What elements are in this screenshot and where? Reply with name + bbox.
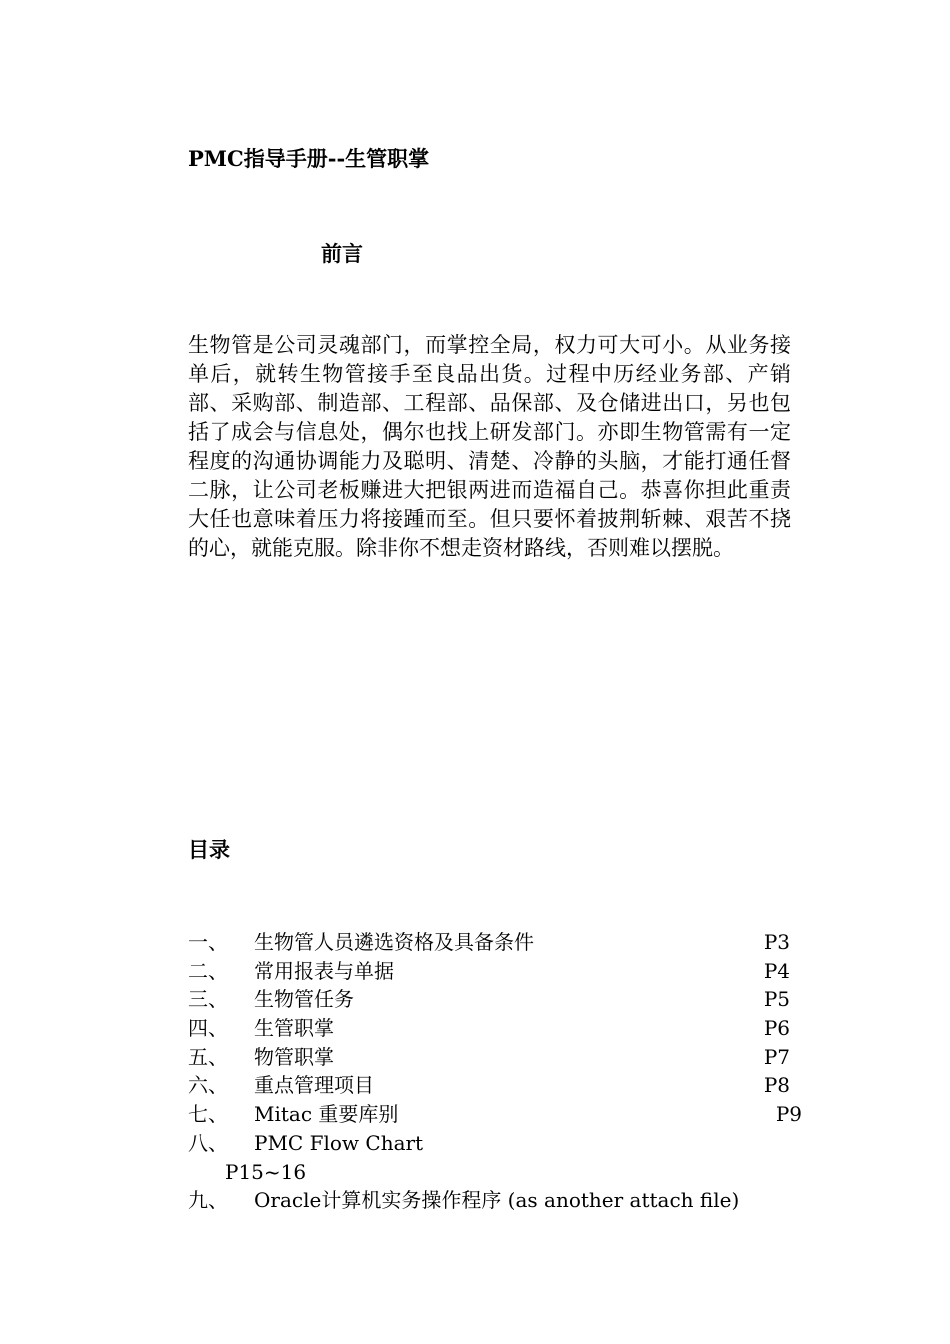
toc-entry-title: 物管职掌 [254,1044,334,1069]
toc-entry-page: P6 [763,1016,790,1041]
toc-entry [188,928,808,957]
toc-heading: 目录 [188,837,230,862]
toc-entry-page: P3 [763,930,790,954]
toc-entry [188,985,808,1014]
toc-entry-title: 生物管任务 [254,987,354,1012]
toc-entry-number: 九、 [188,1188,228,1213]
toc-entry-number: 七、 [188,1102,228,1127]
toc-entry-page: P15~16 [225,1159,307,1184]
toc-entry-number: 四、 [188,1016,228,1041]
toc-entry-title: Mitac 重要库别 [254,1102,399,1127]
toc-entry-title: Oracle计算机实务操作程序 (as another attach file) [254,1188,740,1213]
toc-entry [188,1100,808,1129]
preface-heading: 前言 [321,241,363,266]
toc-entry-page: P5 [763,987,790,1012]
toc-entry-page: P4 [763,958,790,983]
toc-entry-number: 二、 [188,958,228,983]
toc-entry-number: 一、 [188,930,228,954]
toc-entry-title: 生管职掌 [254,1016,334,1041]
toc-entry-title: 重点管理项目 [254,1073,374,1098]
toc-entry-page: P8 [763,1073,790,1098]
toc-entry [188,1186,808,1215]
toc-entry-number: 八、 [188,1130,228,1155]
document-title: PMC指导手册--生管职掌 [188,146,430,171]
toc-entry-number: 三、 [188,987,228,1012]
preface-paragraph: 生物管是公司灵魂部门，而掌控全局，权力可大可小。从业务接单后，就转生物管接手至良品出货。过程中历经业务部、产销部、采购部、制造部、工程部、品保部、及仓储进出口，另也包括了成会与信息处，偶尔也找上研发部门。亦即生物管需有一定程度的沟通协调能力及聪明、清楚、冷静的头脑，才能打通任督二脉，让公司老板赚进大把银两进而造福自己。恭喜你担此重责大任也意味着压力将接踵而至。但只要怀着披荆斩棘、艰苦不挠的心，就能克服。除非你不想走资材路线，否则难以摆脱。 [188,333,791,560]
toc-entry [188,1014,808,1043]
preface-body [188,331,791,563]
toc-entry-number: 六、 [188,1073,228,1098]
table-of-contents [188,928,808,1215]
toc-entry-title: PMC Flow Chart [254,1130,424,1155]
toc-entry-title: 常用报表与单据 [254,958,394,983]
toc-entry-page: P9 [775,1102,802,1127]
toc-entry [188,1071,808,1100]
toc-entry [188,1043,808,1072]
toc-entry [188,957,808,986]
toc-entry-number: 五、 [188,1044,228,1069]
toc-entry [188,1129,808,1186]
toc-entry-title: 生物管人员遴选资格及具备条件 [254,930,534,954]
toc-entry-page: P7 [763,1044,790,1069]
